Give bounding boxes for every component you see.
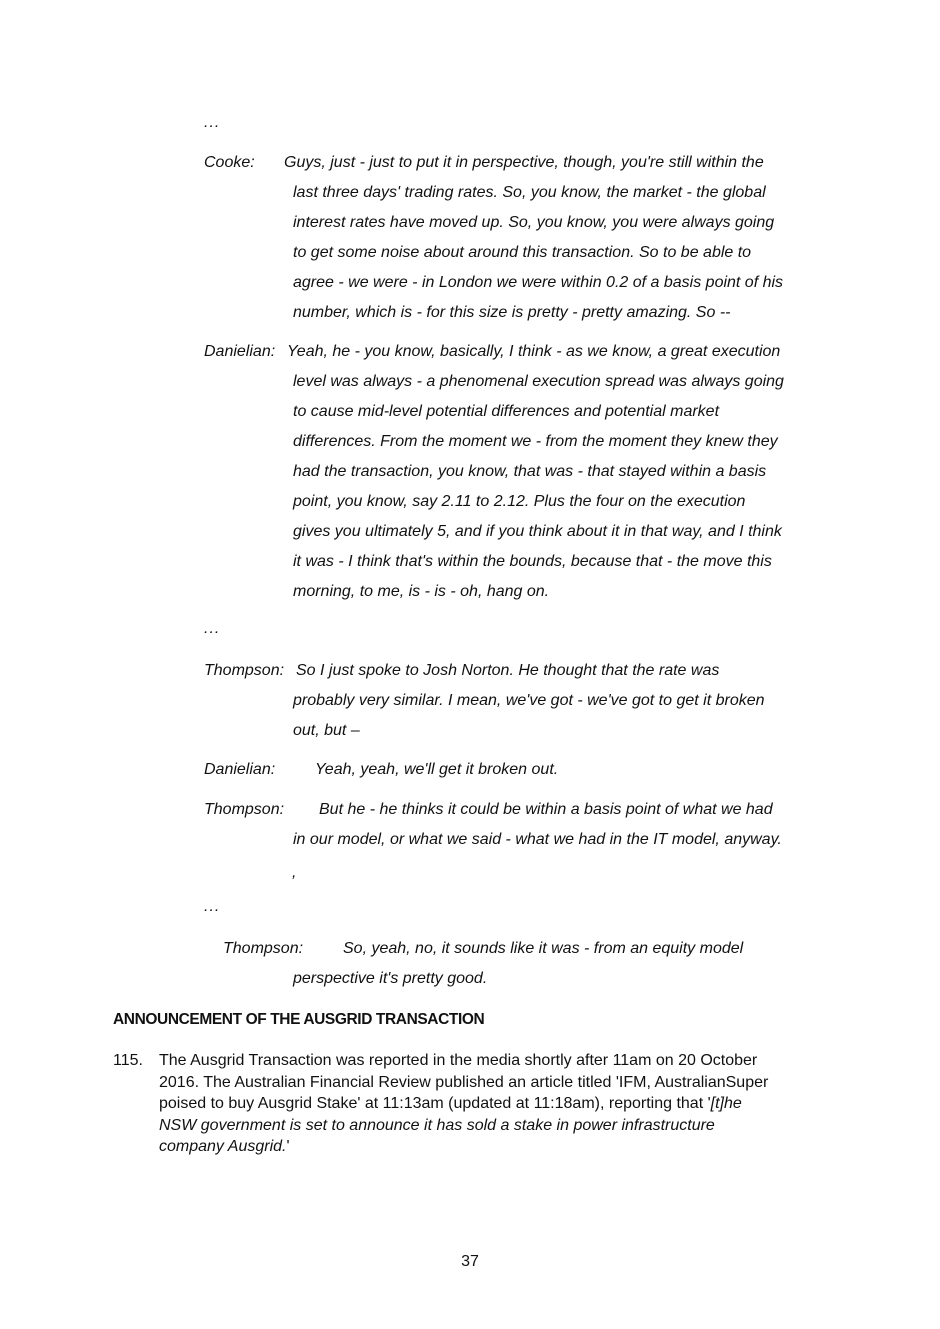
transcript-line: Yeah, yeah, we'll get it broken out. (315, 761, 559, 778)
ellipsis: ... (204, 620, 221, 637)
transcript-line: Yeah, he - you know, basically, I think - as we know, a great execution (287, 343, 781, 360)
quote-text: NSW government is set to announce it has sold a stake in power infrastructure (159, 1116, 715, 1134)
transcript-line: Guys, just - just to put it in perspective, though, you're still within the (284, 154, 764, 171)
transcript-line: in our model, or what we said - what we had in the IT model, anyway. (293, 831, 782, 848)
speaker-name: Danielian: (204, 343, 276, 360)
paragraph-number: 115. (113, 1052, 143, 1069)
transcript-line: differences. From the moment we - from the moment they knew they (293, 433, 778, 450)
closing-quote: ' (286, 1138, 290, 1156)
ellipsis: ... (204, 898, 221, 915)
transcript-line: to get some noise about around this transaction. So to be able to (293, 244, 752, 261)
transcript-line: had the transaction, you know, that was - that stayed within a basis (293, 463, 767, 480)
speaker-name: Thompson: (204, 801, 285, 818)
paragraph-line: The Ausgrid Transaction was reported in the media shortly after 11am on 20 October (159, 1052, 758, 1069)
transcript-line: level was always - a phenomenal execution spread was always going (293, 373, 784, 390)
transcript-line: out, but – (293, 722, 360, 739)
page-number: 37 (461, 1253, 479, 1270)
stray-mark: , (292, 864, 297, 881)
paragraph-line (159, 1136, 859, 1158)
quote-bracket: [t] (710, 1095, 724, 1113)
paragraph-line (159, 1115, 859, 1137)
transcript-line: agree - we were - in London we were within 0.2 of a basis point of his (293, 274, 784, 291)
quote-text: he (723, 1095, 742, 1113)
transcript-line: gives you ultimately 5, and if you think about it in that way, and I think (293, 523, 782, 540)
transcript-line: to cause mid-level potential differences and potential market (293, 403, 720, 420)
paragraph-text: poised to buy Ausgrid Stake' at 11:13am (updated at 11:18am), reporting that ' (159, 1095, 711, 1113)
transcript-line: it was - I think that's within the bounds, because that - the move this (293, 553, 772, 570)
transcript-line: point, you know, say 2.11 to 2.12. Plus the four on the execution (293, 493, 746, 510)
section-heading: ANNOUNCEMENT OF THE AUSGRID TRANSACTION (113, 1011, 485, 1028)
quote-text: company Ausgrid. (159, 1138, 287, 1156)
paragraph-body (159, 1050, 859, 1158)
transcript-line: number, which is - for this size is pretty - pretty amazing. So -- (293, 304, 731, 321)
transcript-line: But he - he thinks it could be within a basis point of what we had (319, 801, 773, 818)
transcript-line: So, yeah, no, it sounds like it was - from an equity model (343, 940, 744, 957)
transcript-line: So I just spoke to Josh Norton. He thought that the rate was (296, 662, 720, 679)
speaker-name: Thompson: (223, 940, 304, 957)
transcript-line: last three days' trading rates. So, you know, the market - the global (293, 184, 766, 201)
transcript-line: probably very similar. I mean, we've got - we've got to get it broken (293, 692, 765, 709)
speaker-name: Cooke: (204, 154, 255, 171)
transcript-line: perspective it's pretty good. (293, 970, 488, 987)
transcript-line: morning, to me, is - is - oh, hang on. (293, 583, 550, 600)
ellipsis: ... (204, 114, 221, 131)
paragraph-line (159, 1093, 859, 1115)
speaker-name: Thompson: (204, 662, 285, 679)
transcript-line: interest rates have moved up. So, you know, you were always going (293, 214, 775, 231)
speaker-name: Danielian: (204, 761, 276, 778)
paragraph-line: 2016. The Australian Financial Review published an article titled 'IFM, AustralianSuper (159, 1073, 769, 1091)
